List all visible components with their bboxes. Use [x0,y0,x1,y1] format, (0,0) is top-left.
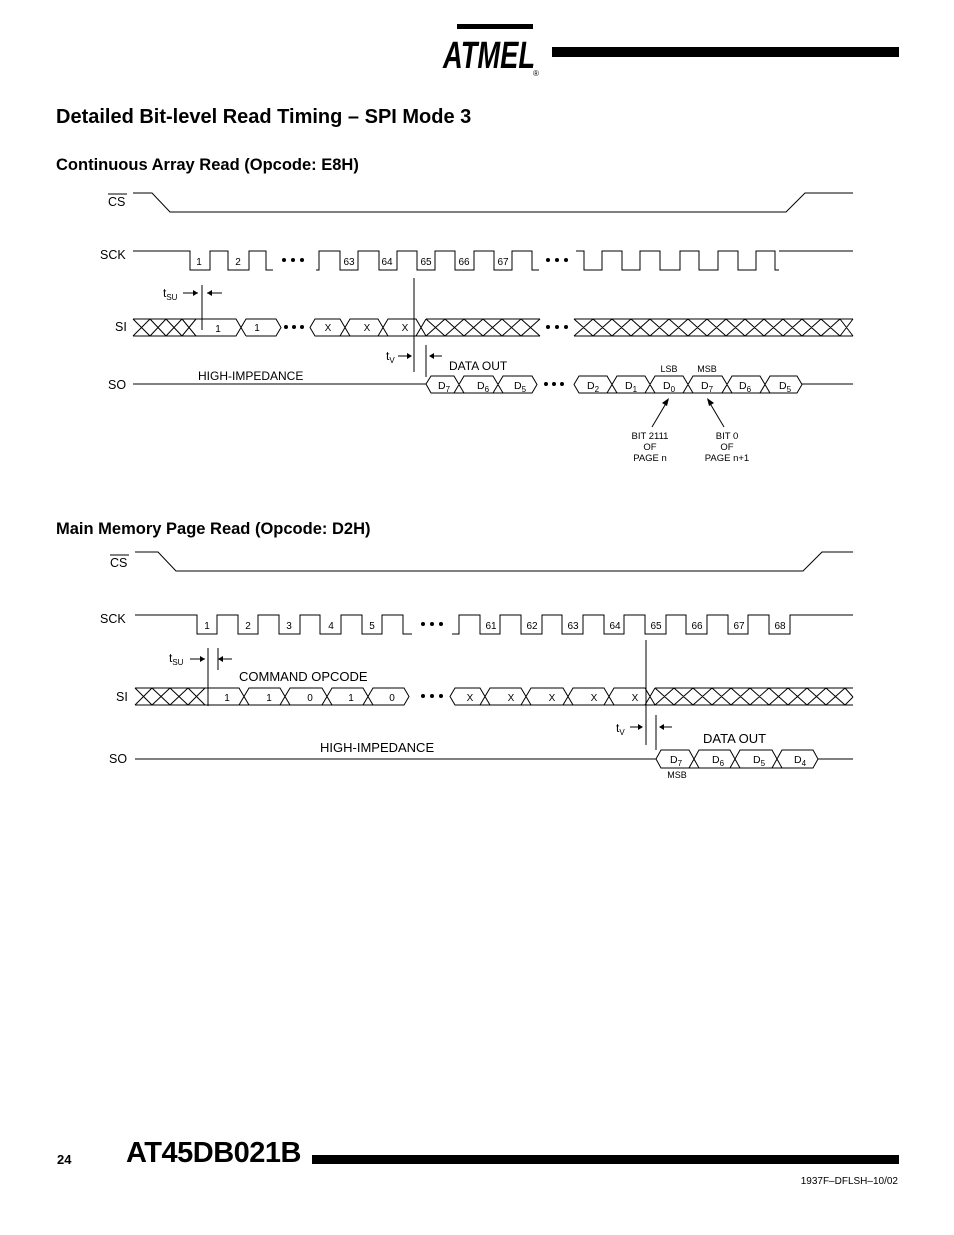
sck-number: 66 [691,621,703,632]
sck-number: 65 [420,257,432,268]
note-of: OF [643,442,657,453]
cs-label: CS [110,556,128,570]
so-bit: $D_6$ [711,754,725,768]
so-data-cells-end [574,376,802,393]
diagram1-heading: Continuous Array Read (Opcode: E8H) [56,156,359,174]
cs-waveform [135,552,853,571]
si-dont-care-end [655,688,853,705]
cs-label: CS [108,195,126,209]
page-number: 24 [57,1152,72,1167]
so-bit: $D_0$ [662,380,676,394]
tsu-arrowhead-left [200,656,205,662]
tsu-label: $t_{SU}$ [169,651,184,667]
data-out-label: DATA OUT [703,731,767,746]
si-value: 0 [307,693,313,704]
si-value: X [590,693,598,704]
sck-number: 3 [286,621,292,632]
so-bit: $D_4$ [793,754,807,768]
si-dont-care-start [135,688,205,705]
so-bit: $D_5$ [778,380,792,394]
si-dont-care-end [574,319,853,336]
sck-number: 65 [650,621,662,632]
si-label: SI [115,320,127,334]
tsu-arrowhead-right [207,290,212,296]
so-label: SO [109,752,128,766]
sck-ellipsis [421,622,443,626]
si-value: 1 [348,693,354,704]
sck-ellipsis-2 [546,258,568,262]
so-bit: $D_7$ [669,754,683,768]
timing-diagram-continuous-read [0,185,954,475]
lsb-label: LSB [660,364,678,374]
si-value: X [363,323,371,334]
tv-arrowhead-left [407,353,412,359]
sck-number: 63 [567,621,579,632]
header-rule [552,47,899,57]
page-title: Detailed Bit-level Read Timing – SPI Mode 3 [56,106,472,128]
si-value: 1 [266,693,272,704]
command-opcode-label: COMMAND OPCODE [239,669,368,684]
si-dont-care-start [133,319,196,336]
so-label: SO [108,378,127,392]
sck-number: 67 [497,257,509,268]
data-out-label: DATA OUT [449,359,508,373]
note-bit-2111: BIT 2111 [631,431,669,442]
note-bit-0: BIT 0 [715,431,739,442]
note-page-n-plus-1: PAGE n+1 [704,453,750,464]
high-impedance-label: HIGH-IMPEDANCE [198,369,304,383]
si-value: X [466,693,474,704]
so-bit: $D_5$ [513,380,527,394]
si-bit-cells [196,319,281,336]
si-value: X [324,323,332,334]
callout-arrowhead-bit-0 [707,398,714,406]
timing-diagram-page-read [0,545,954,790]
sck-number: 5 [369,621,375,632]
sck-number: 64 [609,621,621,632]
sck-number: 4 [328,621,334,632]
sck-number: 66 [458,257,470,268]
so-bit: $D_7$ [700,380,714,394]
part-number: AT45DB021B [126,1137,301,1169]
si-value: 1 [254,323,260,334]
note-page-n: PAGE n [633,453,667,464]
msb-label: MSB [697,364,717,374]
sck-number: 2 [235,257,241,268]
cs-waveform [133,193,853,212]
si-dont-care-mid [426,319,540,336]
sck-number: 61 [485,621,497,632]
msb-label: MSB [667,770,687,780]
si-value: X [401,323,409,334]
si-label: SI [116,690,128,704]
registered-mark: ® [533,69,539,78]
tsu-label: $t_{SU}$ [163,286,178,302]
sck-number: 68 [774,621,786,632]
sck-number: 1 [204,621,210,632]
atmel-logo [437,24,541,78]
si-ellipsis [421,694,443,698]
atmel-logo-graphic [437,24,541,78]
sck-number: 64 [381,257,393,268]
so-bit: $D_2$ [586,380,600,394]
so-bit: $D_7$ [437,380,451,394]
sck-waveform-end [576,251,779,270]
sck-waveform-start [133,251,273,270]
sck-number: 1 [196,257,202,268]
tsu-arrowhead-left [193,290,198,296]
si-ellipsis-2 [546,325,568,329]
tv-arrowhead-right [429,353,434,359]
so-bit: $D_6$ [476,380,490,394]
document-code: 1937F–DFLSH–10/02 [800,1176,898,1187]
so-bit: $D_6$ [738,380,752,394]
sck-number: 67 [733,621,745,632]
sck-number: 2 [245,621,251,632]
logo-text: ATMEL [442,35,535,77]
so-ellipsis [544,382,564,386]
so-bit: $D_5$ [752,754,766,768]
callout-arrowhead-bit-2111 [662,398,669,406]
sck-number: 62 [526,621,538,632]
si-value: X [631,693,639,704]
sck-label: SCK [100,612,126,626]
diagram2-heading: Main Memory Page Read (Opcode: D2H) [56,520,371,538]
si-ellipsis-1 [284,325,304,329]
footer-rule [312,1155,899,1164]
si-value: 0 [389,693,395,704]
tsu-arrowhead-right [218,656,223,662]
si-value: X [507,693,515,704]
tv-label: $t_V$ [616,721,625,737]
so-bit: $D_1$ [624,380,638,394]
si-value: 1 [215,324,221,335]
note-of: OF [720,442,734,453]
si-value: X [548,693,556,704]
tv-arrowhead-right [659,724,664,730]
sck-label: SCK [100,248,126,262]
si-value: 1 [224,693,230,704]
sck-ellipsis-1 [282,258,304,262]
sck-number: 63 [343,257,355,268]
high-impedance-label: HIGH-IMPEDANCE [320,740,435,755]
tv-arrowhead-left [638,724,643,730]
tv-label: $t_V$ [386,349,395,365]
